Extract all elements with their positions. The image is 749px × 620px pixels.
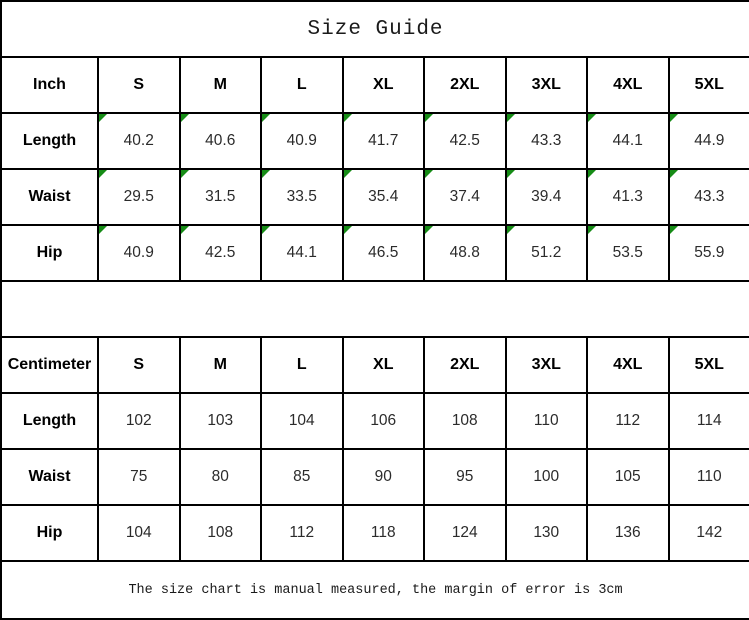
measurement-label-cell: Waist: [1, 449, 98, 505]
size-header-cell: S: [98, 57, 180, 113]
size-header-cell: 2XL: [424, 337, 506, 393]
measurement-row: [1, 393, 749, 449]
measurement-value-cell: [669, 225, 749, 281]
measurement-value: 112: [289, 524, 314, 541]
measurement-value-cell: [424, 113, 506, 169]
measurement-row: [1, 113, 749, 169]
cell-flag-triangle-icon: [99, 226, 107, 234]
measurement-value: 35.4: [368, 188, 398, 205]
measurement-value-cell: [587, 393, 669, 449]
footer-row: [1, 561, 749, 619]
title-row: [1, 1, 749, 57]
measurement-value-cell: [261, 169, 343, 225]
size-header-cell: 5XL: [669, 57, 749, 113]
size-header-cell: 5XL: [669, 337, 749, 393]
measurement-value-cell: [261, 393, 343, 449]
measurement-value: 33.5: [287, 188, 317, 205]
measurement-value: 103: [207, 412, 233, 429]
size-header-cell: M: [180, 337, 262, 393]
measurement-row: [1, 449, 749, 505]
measurement-value: 43.3: [694, 188, 724, 205]
cell-flag-triangle-icon: [588, 226, 596, 234]
measurement-value: 43.3: [531, 132, 561, 149]
measurement-value-cell: [343, 505, 425, 561]
measurement-value-cell: [180, 169, 262, 225]
measurement-value: 80: [212, 468, 229, 485]
measurement-value: 136: [615, 524, 641, 541]
measurement-value-cell: [180, 113, 262, 169]
measurement-label-cell: Length: [1, 393, 98, 449]
unit-header-cell: Centimeter: [1, 337, 98, 393]
cell-flag-triangle-icon: [588, 114, 596, 122]
measurement-value-cell: [343, 113, 425, 169]
cell-flag-triangle-icon: [670, 170, 678, 178]
footer-note: The size chart is manual measured, the margin of error is 3cm: [1, 561, 749, 619]
cell-flag-triangle-icon: [99, 114, 107, 122]
measurement-value-cell: [506, 113, 588, 169]
measurement-value: 41.7: [368, 132, 398, 149]
measurement-value-cell: [424, 505, 506, 561]
measurement-value: 29.5: [124, 188, 154, 205]
measurement-value-cell: [506, 169, 588, 225]
measurement-value: 40.9: [287, 132, 317, 149]
measurement-value: 46.5: [368, 244, 398, 261]
measurement-value: 114: [697, 412, 722, 429]
measurement-value: 105: [615, 468, 641, 485]
size-header-cell: L: [261, 57, 343, 113]
measurement-value-cell: [587, 449, 669, 505]
size-header-cell: L: [261, 337, 343, 393]
measurement-value: 39.4: [531, 188, 561, 205]
measurement-row: [1, 225, 749, 281]
measurement-value: 48.8: [450, 244, 480, 261]
measurement-value-cell: [506, 225, 588, 281]
cell-flag-triangle-icon: [507, 226, 515, 234]
cell-flag-triangle-icon: [670, 226, 678, 234]
cell-flag-triangle-icon: [181, 114, 189, 122]
size-header-cell: 2XL: [424, 57, 506, 113]
measurement-value-cell: [424, 225, 506, 281]
measurement-value-cell: [587, 113, 669, 169]
measurement-value-cell: [343, 449, 425, 505]
cell-flag-triangle-icon: [588, 170, 596, 178]
measurement-value: 51.2: [531, 244, 561, 261]
cell-flag-triangle-icon: [344, 170, 352, 178]
measurement-value: 53.5: [613, 244, 643, 261]
inch-table-body: [1, 57, 749, 281]
cell-flag-triangle-icon: [507, 114, 515, 122]
measurement-value-cell: [587, 169, 669, 225]
measurement-value-cell: [669, 113, 749, 169]
measurement-value-cell: [424, 449, 506, 505]
measurement-value-cell: [98, 225, 180, 281]
measurement-value: 31.5: [205, 188, 235, 205]
spacer-section: [1, 281, 749, 337]
cell-flag-triangle-icon: [181, 226, 189, 234]
cell-flag-triangle-icon: [425, 226, 433, 234]
cell-flag-triangle-icon: [507, 170, 515, 178]
measurement-value: 95: [456, 468, 473, 485]
size-header-cell: 4XL: [587, 337, 669, 393]
measurement-value: 108: [452, 412, 478, 429]
measurement-value: 142: [696, 524, 722, 541]
table-spacer: [1, 281, 749, 337]
measurement-value-cell: [343, 393, 425, 449]
measurement-label-cell: Hip: [1, 505, 98, 561]
size-header-cell: S: [98, 337, 180, 393]
measurement-value-cell: [587, 225, 669, 281]
measurement-value-cell: [261, 449, 343, 505]
measurement-value: 75: [130, 468, 147, 485]
measurement-value: 104: [289, 412, 315, 429]
measurement-value-cell: [669, 393, 749, 449]
measurement-value-cell: [261, 113, 343, 169]
size-header-row: [1, 337, 749, 393]
measurement-value-cell: [343, 169, 425, 225]
measurement-value-cell: [669, 449, 749, 505]
cell-flag-triangle-icon: [262, 170, 270, 178]
measurement-value-cell: [98, 113, 180, 169]
measurement-value: 112: [615, 412, 640, 429]
size-header-cell: 3XL: [506, 57, 588, 113]
centimeter-table-body: [1, 337, 749, 561]
cell-flag-triangle-icon: [344, 226, 352, 234]
measurement-value: 102: [126, 412, 152, 429]
measurement-value: 100: [533, 468, 559, 485]
measurement-value: 44.9: [694, 132, 724, 149]
size-header-cell: M: [180, 57, 262, 113]
cell-flag-triangle-icon: [262, 114, 270, 122]
measurement-value-cell: [98, 505, 180, 561]
measurement-value: 106: [370, 412, 396, 429]
measurement-value-cell: [343, 225, 425, 281]
cell-flag-triangle-icon: [344, 114, 352, 122]
measurement-value: 130: [533, 524, 559, 541]
measurement-value-cell: [98, 169, 180, 225]
measurement-value: 104: [126, 524, 152, 541]
measurement-value-cell: [669, 169, 749, 225]
measurement-value: 41.3: [613, 188, 643, 205]
measurement-value-cell: [424, 393, 506, 449]
page-title: Size Guide: [1, 1, 749, 57]
footer-section: [1, 561, 749, 619]
measurement-label-cell: Hip: [1, 225, 98, 281]
measurement-value-cell: [424, 169, 506, 225]
cell-flag-triangle-icon: [670, 114, 678, 122]
measurement-value: 40.2: [124, 132, 154, 149]
measurement-value: 44.1: [613, 132, 643, 149]
size-header-cell: 3XL: [506, 337, 588, 393]
measurement-value: 110: [534, 412, 559, 429]
size-header-cell: XL: [343, 57, 425, 113]
measurement-value: 44.1: [287, 244, 317, 261]
measurement-value-cell: [98, 449, 180, 505]
measurement-value-cell: [261, 505, 343, 561]
measurement-value-cell: [506, 505, 588, 561]
measurement-value-cell: [180, 225, 262, 281]
measurement-value-cell: [587, 505, 669, 561]
size-header-row: [1, 57, 749, 113]
measurement-value-cell: [669, 505, 749, 561]
measurement-value-cell: [180, 393, 262, 449]
measurement-value: 110: [697, 468, 722, 485]
measurement-value: 42.5: [205, 244, 235, 261]
unit-header-cell: Inch: [1, 57, 98, 113]
measurement-value: 108: [207, 524, 233, 541]
measurement-value-cell: [506, 449, 588, 505]
cell-flag-triangle-icon: [181, 170, 189, 178]
cell-flag-triangle-icon: [99, 170, 107, 178]
title-section: [1, 1, 749, 57]
measurement-value-cell: [98, 393, 180, 449]
measurement-value: 37.4: [450, 188, 480, 205]
measurement-value: 40.6: [205, 132, 235, 149]
measurement-row: [1, 169, 749, 225]
measurement-value: 40.9: [124, 244, 154, 261]
size-header-cell: XL: [343, 337, 425, 393]
measurement-value: 124: [452, 524, 478, 541]
cell-flag-triangle-icon: [425, 170, 433, 178]
measurement-value: 90: [375, 468, 392, 485]
cell-flag-triangle-icon: [262, 226, 270, 234]
measurement-value: 118: [371, 524, 396, 541]
measurement-label-cell: Length: [1, 113, 98, 169]
measurement-value-cell: [261, 225, 343, 281]
measurement-value-cell: [180, 449, 262, 505]
cell-flag-triangle-icon: [425, 114, 433, 122]
measurement-label-cell: Waist: [1, 169, 98, 225]
measurement-value: 42.5: [450, 132, 480, 149]
size-header-cell: 4XL: [587, 57, 669, 113]
measurement-value: 55.9: [694, 244, 724, 261]
measurement-value-cell: [180, 505, 262, 561]
spacer-row: [1, 281, 749, 337]
measurement-value-cell: [506, 393, 588, 449]
measurement-row: [1, 505, 749, 561]
measurement-value: 85: [293, 468, 310, 485]
